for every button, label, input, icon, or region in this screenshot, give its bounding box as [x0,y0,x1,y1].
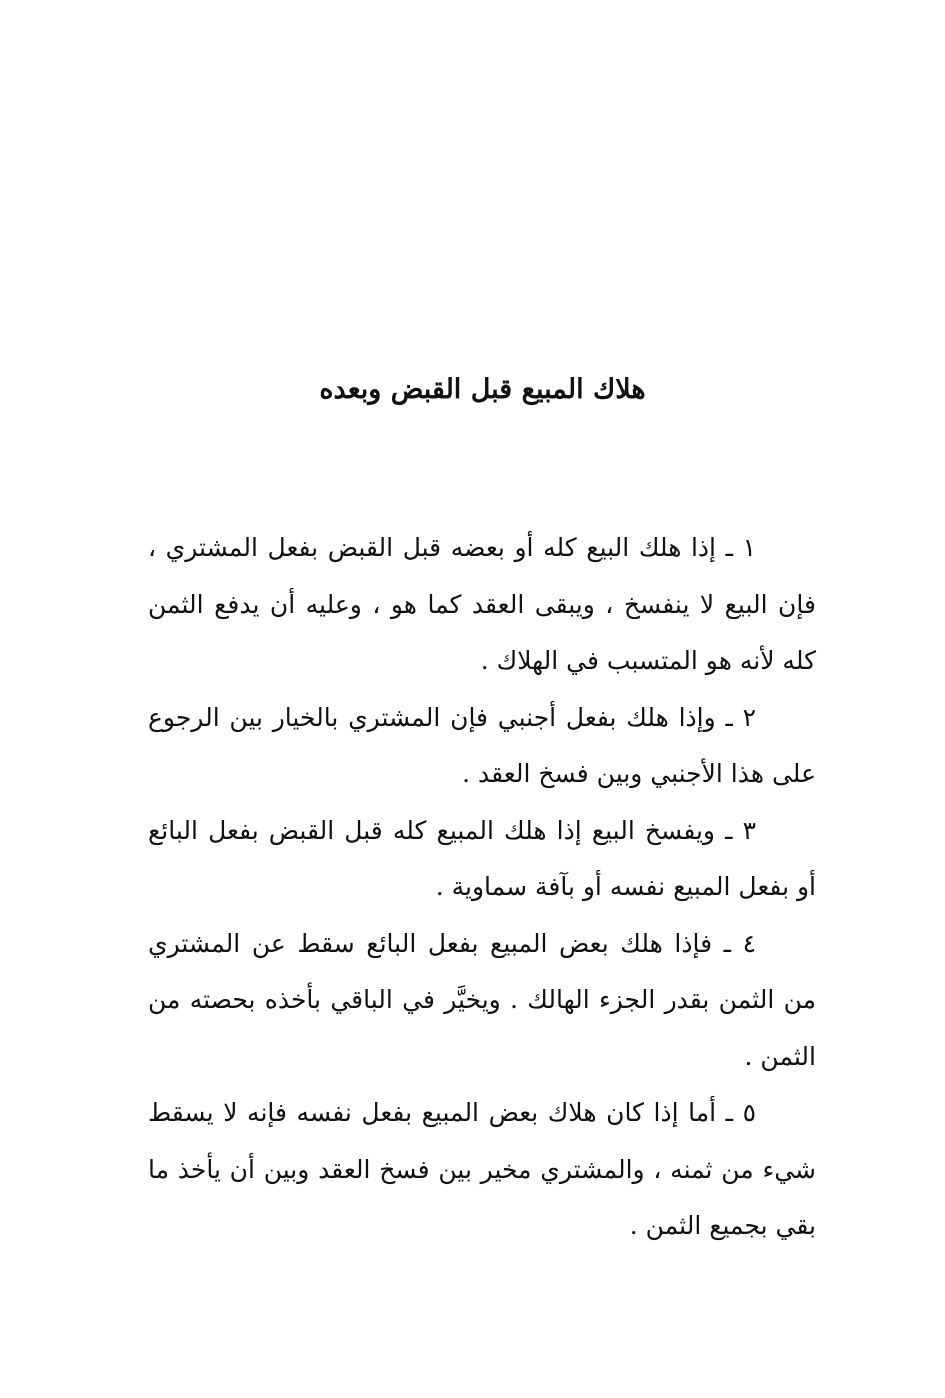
paragraph-1: ١ ـ إذا هلك البيع كله أو بعضه قبل القبض بفعل المشتري ، فإن البيع لا ينفسخ ، ويبقى العقد كما هو ، وعليه أن يدفع الثمن كله لأنه هو المتسبب في الهلاك . [148,533,816,675]
document-body [148,520,816,1255]
paragraph-3: ٣ ـ ويفسخ البيع إذا هلك المبيع كله قبل القبض بفعل البائع أو بفعل المبيع نفسه أو بآفة سماوية . [148,815,816,901]
section-title: هلاك المبيع قبل القبض وبعده [319,374,646,405]
paragraph-5: ٥ ـ أما إذا كان هلاك بعض المبيع بفعل نفسه فإنه لا يسقط شيء من ثمنه ، والمشتري مخير بين فسخ العقد وبين أن يأخذ ما بقي بجميع الثمن . [148,1098,816,1240]
paragraph-4: ٤ ـ فإذا هلك بعض المبيع بفعل البائع سقط عن المشتري من الثمن بقدر الجزء الهالك . ويخيَّر في الباقي بأخذه بحصته من الثمن . [148,928,816,1071]
paragraph-2: ٢ ـ وإذا هلك بفعل أجنبي فإن المشتري بالخيار بين الرجوع على هذا الأجنبي وبين فسخ العقد . [148,702,816,788]
